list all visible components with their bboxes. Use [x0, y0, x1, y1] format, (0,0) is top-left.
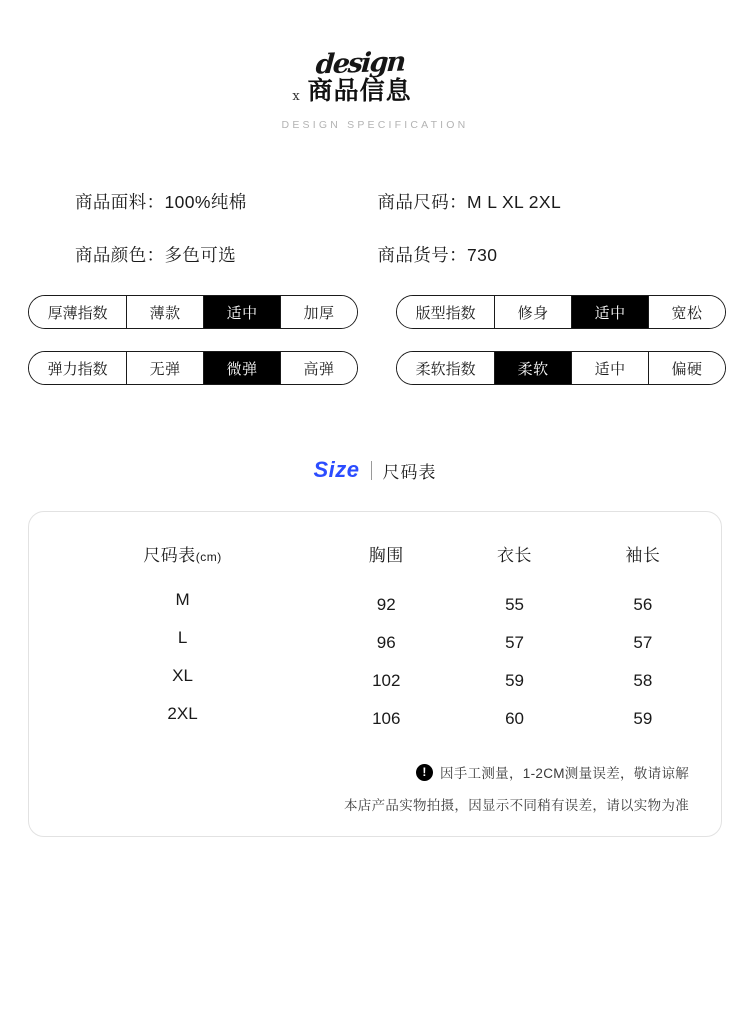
spec-sizes-label: 商品尺码： [377, 192, 467, 212]
col-header-bust: 胸围 [368, 546, 404, 565]
cell-sleeve: 58 [633, 671, 653, 690]
pill-softness-index [396, 351, 726, 385]
pill-softness-option-2[interactable]: 偏硬 [649, 352, 725, 384]
pill-thickness-option-2[interactable]: 加厚 [281, 296, 357, 328]
spec-color-label: 商品颜色： [75, 245, 165, 265]
cell-length: 57 [505, 633, 524, 652]
header-x-mark: x [292, 89, 300, 104]
cell-bust: 102 [372, 671, 401, 690]
cell-bust: 106 [372, 709, 401, 728]
col-header-size: 尺码表(cm) [143, 546, 222, 565]
exclamation-icon: ! [416, 764, 433, 781]
index-pills-area [0, 295, 750, 385]
pill-elasticity-option-1[interactable]: 微弹 [204, 352, 281, 384]
size-table-card [28, 511, 722, 837]
note-text-2: 本店产品实物拍摄，因显示不同稍有误差，请以实物为准 [344, 798, 689, 813]
pill-row [28, 351, 726, 385]
pill-softness-option-1[interactable]: 适中 [572, 352, 649, 384]
pill-elasticity-option-2[interactable]: 高弹 [281, 352, 357, 384]
size-title-divider [371, 461, 372, 480]
cell-length: 59 [505, 671, 524, 690]
cell-bust: 96 [376, 633, 396, 652]
pill-fit-title: 版型指数 [397, 296, 495, 328]
pill-thickness-index [28, 295, 358, 329]
col-header-length: 衣长 [497, 546, 533, 565]
pill-fit-option-0[interactable]: 修身 [495, 296, 572, 328]
spec-sizes-value: M L XL 2XL [467, 192, 562, 212]
spec-row [75, 242, 680, 267]
pill-softness-title: 柔软指数 [397, 352, 495, 384]
spec-fabric [75, 189, 378, 214]
cell-size: XL [172, 666, 193, 685]
cell-sleeve: 57 [633, 633, 653, 652]
size-title-en: Size [313, 457, 360, 482]
header-script-logo: design [314, 46, 406, 81]
pill-softness-option-0[interactable]: 柔软 [495, 352, 572, 384]
cell-length: 55 [505, 595, 524, 614]
spec-row [75, 189, 680, 214]
pill-elasticity-option-0[interactable]: 无弹 [127, 352, 204, 384]
cell-length: 60 [505, 709, 524, 728]
spec-sizes [378, 189, 681, 214]
pill-thickness-option-1[interactable]: 适中 [204, 296, 281, 328]
size-section-title [0, 457, 750, 483]
table-header-row [43, 540, 707, 586]
page-title: 商品信息 [307, 77, 412, 105]
note-text-1: 因手工测量，1-2CM测量误差，敬请谅解 [439, 766, 689, 781]
page-header [0, 0, 750, 131]
spec-color-value: 多色可选 [164, 245, 237, 265]
spec-fabric-label: 商品面料： [75, 192, 165, 212]
product-spec-list [0, 189, 750, 267]
pill-fit-index [396, 295, 726, 329]
spec-item-number-label: 商品货号： [377, 245, 467, 265]
pill-fit-option-1[interactable]: 适中 [572, 296, 649, 328]
spec-item-number [378, 242, 681, 267]
cell-sleeve: 56 [633, 595, 653, 614]
spec-fabric-value: 100%纯棉 [164, 192, 247, 212]
table-row [43, 700, 707, 738]
pill-thickness-title: 厚薄指数 [29, 296, 127, 328]
spec-item-number-value: 730 [467, 245, 498, 265]
note-line-1 [43, 762, 689, 782]
spec-color [75, 242, 378, 267]
cell-size: 2XL [167, 704, 198, 723]
measurement-notes [43, 762, 707, 814]
page-subtitle: DESIGN SPECIFICATION [281, 119, 469, 131]
size-table [43, 540, 707, 738]
size-title-cn: 尺码表 [382, 462, 437, 482]
pill-fit-option-2[interactable]: 宽松 [649, 296, 725, 328]
pill-thickness-option-0[interactable]: 薄款 [127, 296, 204, 328]
cell-bust: 92 [376, 595, 396, 614]
pill-elasticity-index [28, 351, 358, 385]
cell-sleeve: 59 [633, 709, 653, 728]
pill-row [28, 295, 726, 329]
pill-elasticity-title: 弹力指数 [29, 352, 127, 384]
cell-size: L [177, 628, 188, 647]
col-header-sleeve: 袖长 [625, 546, 661, 565]
cell-size: M [175, 590, 190, 609]
